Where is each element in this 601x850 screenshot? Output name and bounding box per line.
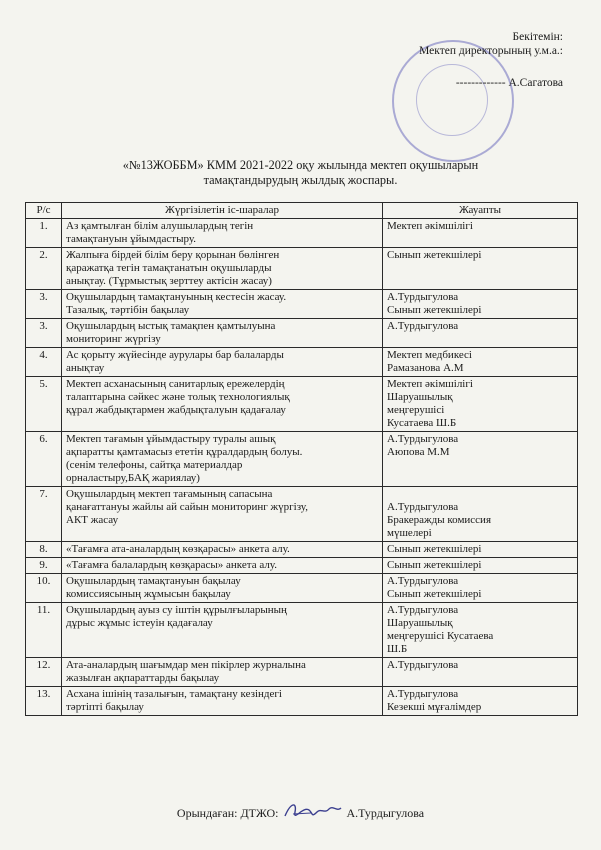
responsible-line: меңгерушісі Кусатаева [387,630,494,642]
activity-line: қаражатқа тегін тамақтанатын оқушыларды [66,262,272,274]
table-row [26,219,578,248]
activity-line: «Тағамға балалардың көзқарасы» анкета алу. [66,559,277,571]
row-number: 13. [26,687,62,716]
responsible-line: Шаруашылық [387,391,453,403]
responsible-line: Кусатаева Ш.Б [387,417,457,429]
table-row [26,248,578,290]
table-body [26,219,578,716]
table-header-row [26,203,578,219]
handwritten-signature [281,800,343,828]
activity-line: орналастыру,БАҚ жариялау) [66,472,200,484]
table-row [26,574,578,603]
responsible-line: Мектеп әкімшілігі [387,378,473,390]
activity-line: Асхана ішінің тазалығын, тамақтану кезіндегі [66,688,282,700]
responsible-line: А.Турдыгулова [387,320,459,332]
responsible-line: Сынып жетекшілері [387,304,482,316]
approval-position: Мектеп директорының у.м.а.: [419,45,563,57]
row-activity [62,558,383,574]
row-activity [62,574,383,603]
activity-line: тамақтануын ұйымдастыру. [66,233,196,245]
row-responsible [383,487,578,542]
row-activity [62,319,383,348]
table-row [26,542,578,558]
activity-line: Аз қамтылған білім алушылардың тегін [66,220,254,232]
row-activity [62,219,383,248]
approval-name: А.Сагатова [508,77,563,89]
table-row [26,319,578,348]
activity-line: мониторинг жүргізу [66,333,161,345]
row-activity [62,248,383,290]
row-activity [62,687,383,716]
approval-signature-line [419,76,563,90]
activity-line: жазылған ақпараттарды бақылау [66,672,220,684]
table-row [26,658,578,687]
row-responsible [383,603,578,658]
responsible-line: Мектеп медбикесі [387,349,472,361]
row-number: 1. [26,219,62,248]
row-responsible [383,248,578,290]
row-number: 12. [26,658,62,687]
responsible-line: Сынып жетекшілері [387,249,482,261]
activity-line: дұрыс жұмыс істеуін қадағалау [66,617,213,629]
activity-line: комиссиясының жұмысын бақылау [66,588,231,600]
activity-line: Оқушылардың тамақтануын бақылау [66,575,241,587]
row-responsible [383,558,578,574]
responsible-line: меңгерушісі [387,404,445,416]
activity-line: Мектеп асханасының санитарлық ережелердің [66,378,285,390]
responsible-line: Бракеражды комиссия [387,514,492,526]
title-line-2: тамақтандырудың жылдық жоспары. [203,173,398,187]
approval-dashes: ------------- [455,77,506,89]
row-activity [62,603,383,658]
row-activity [62,348,383,377]
table-row [26,432,578,487]
activity-line: Мектеп тағамын ұйымдастыру туралы ашық [66,433,276,445]
row-responsible [383,319,578,348]
responsible-line: А.Турдыгулова [387,433,459,445]
row-activity [62,487,383,542]
row-number: 3. [26,319,62,348]
row-responsible [383,658,578,687]
row-number: 2. [26,248,62,290]
row-activity [62,542,383,558]
activity-line: құрал жабдықтармен жабдықталуын қадағалау [66,404,286,416]
row-number: 5. [26,377,62,432]
responsible-line: Кезекші мұғалімдер [387,701,482,713]
activity-line: қанағаттануы жайлы ай сайын мониторинг жүргізу, [66,501,308,513]
header-activity: Жүргізілетін іс-шаралар [62,203,383,219]
row-responsible [383,219,578,248]
activity-line: Оқушылардың ыстық тамақпен қамтылуына [66,320,276,332]
responsible-line: Рамазанова А.М [387,362,464,374]
activity-line: АКТ жасау [66,514,119,526]
approval-block [419,30,563,90]
row-number: 7. [26,487,62,542]
activity-line: Оқушылардың ауыз су іштін құрылғыларының [66,604,287,616]
responsible-line: Ш.Б [387,643,408,655]
row-responsible [383,290,578,319]
responsible-line: Сынып жетекшілері [387,543,482,555]
responsible-line: Мектеп әкімшілігі [387,220,473,232]
responsible-line: А.Турдыгулова [387,604,459,616]
activity-line: анықтау [66,362,105,374]
responsible-line: А.Турдыгулова [387,659,459,671]
table-row [26,687,578,716]
responsible-line: Сынып жетекшілері [387,559,482,571]
responsible-line [387,488,573,501]
activity-line: Ас қорыту жүйесінде аурулары бар балаларды [66,349,284,361]
table-row [26,487,578,542]
activity-line: Оқушылардың мектеп тағамының сапасына [66,488,273,500]
responsible-line: А.Турдыгулова [387,688,459,700]
row-number: 8. [26,542,62,558]
responsible-line: Сынып жетекшілері [387,588,482,600]
row-activity [62,290,383,319]
row-responsible [383,377,578,432]
row-responsible [383,348,578,377]
row-activity [62,377,383,432]
responsible-line: А.Турдыгулова [387,575,459,587]
responsible-line: Аюпова М.М [387,446,450,458]
activity-line: Тазалық, тәртібін бақылау [66,304,190,316]
table-row [26,558,578,574]
footer [0,800,601,828]
table-row [26,603,578,658]
row-activity [62,658,383,687]
row-activity [62,432,383,487]
table-row [26,290,578,319]
activity-line: анықтау. (Тұрмыстық зерттеу актісін жасау) [66,275,272,287]
footer-prepared-label: Орындаған: ДТЖО: [176,805,279,820]
header-responsible: Жауапты [383,203,578,219]
plan-table [25,202,578,716]
approval-heading: Бекітемін: [512,31,563,43]
row-responsible [383,542,578,558]
activity-line: ақпаратты қамтамасыз ететін құралдардың болуы. [66,446,303,458]
row-responsible [383,574,578,603]
row-number: 4. [26,348,62,377]
activity-line: талаптарына сәйкес және толық технологиялық [66,391,290,403]
document-title [40,158,561,188]
responsible-line: А.Турдыгулова [387,291,459,303]
table-row [26,348,578,377]
row-number: 9. [26,558,62,574]
row-number: 10. [26,574,62,603]
activity-line: (сенім телефоны, сайтқа материалдар [66,459,243,471]
title-line-1: «№13ЖОББМ» КММ 2021-2022 оқу жылында мектеп оқушыларын [122,158,479,172]
activity-line: Оқушылардың тамақтануының кестесін жасау. [66,291,287,303]
row-number: 3. [26,290,62,319]
activity-line: Ата-аналардың шағымдар мен пікірлер журналына [66,659,306,671]
footer-name: А.Турдыгулова [346,805,425,820]
row-responsible [383,687,578,716]
row-number: 11. [26,603,62,658]
header-number: Р/с [26,203,62,219]
responsible-line: А.Турдыгулова [387,501,459,513]
row-responsible [383,432,578,487]
table-row [26,377,578,432]
activity-line: Жалпыға бірдей білім беру қорынан бөлінген [66,249,280,261]
responsible-line: мүшелері [387,527,432,539]
row-number: 6. [26,432,62,487]
activity-line: тәртіпті бақылау [66,701,144,713]
activity-line: «Тағамға ата-аналардың көзқарасы» анкета алу. [66,543,290,555]
responsible-line: Шаруашылық [387,617,453,629]
